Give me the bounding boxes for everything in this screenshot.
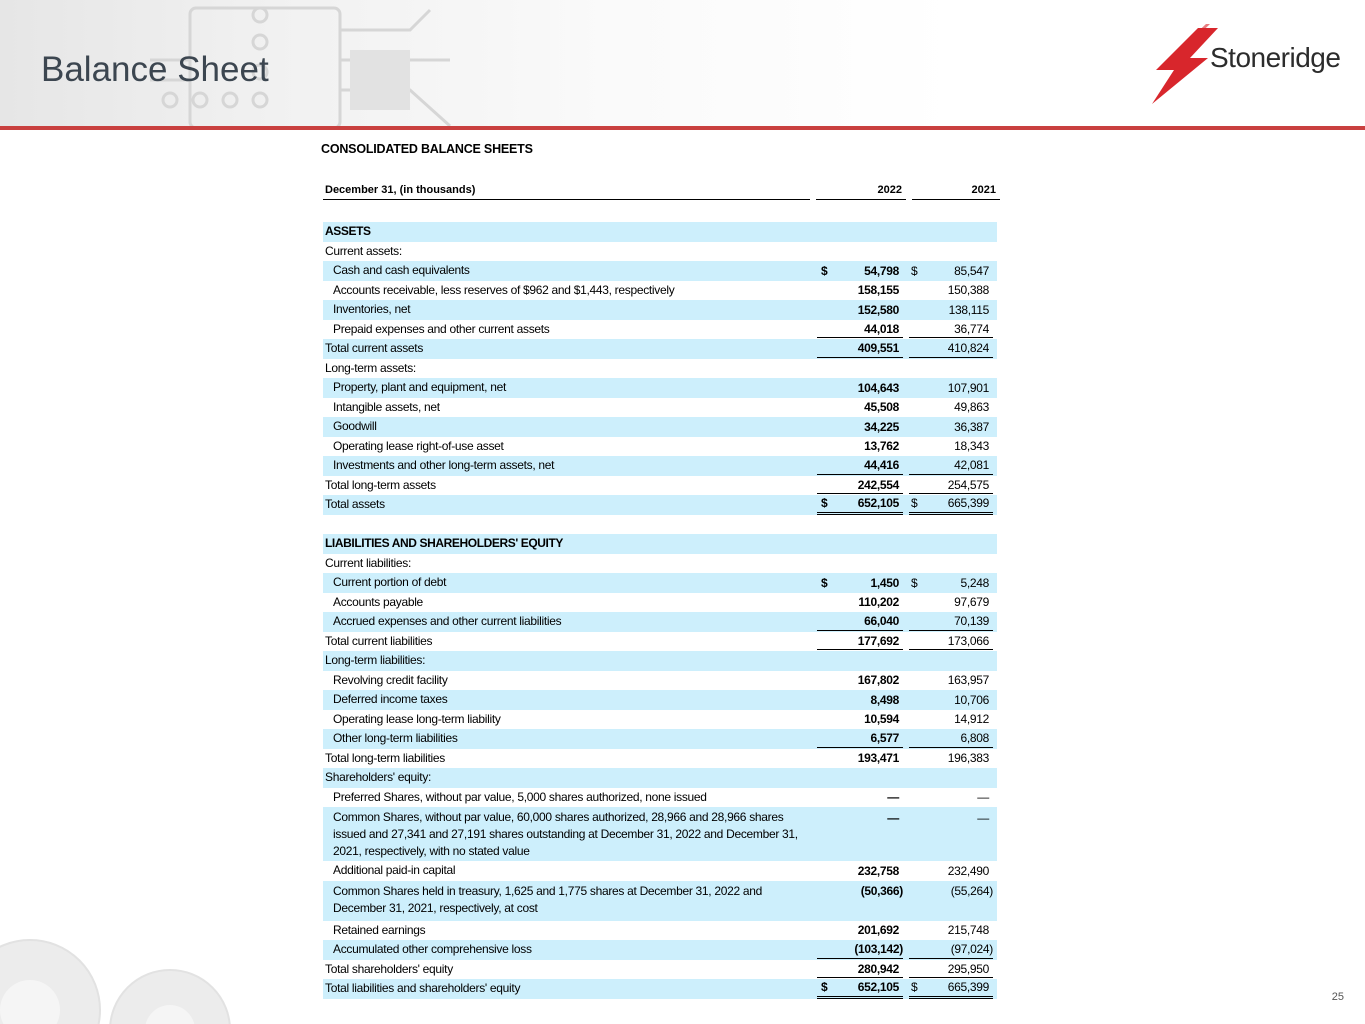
value-cell-2022 xyxy=(817,457,903,475)
value-cell-2022 xyxy=(817,320,903,338)
row-label: Inventories, net xyxy=(333,302,411,317)
table-row xyxy=(323,671,997,691)
value-cell-2022 xyxy=(817,594,903,611)
value-cell-2022 xyxy=(817,282,903,299)
column-header-2021: 2021 xyxy=(912,184,1000,200)
value-cell-2021 xyxy=(909,418,993,435)
table-row xyxy=(323,242,997,262)
amount: 70,139 xyxy=(954,614,989,629)
value-cell-2022 xyxy=(817,301,903,318)
table-row xyxy=(323,768,997,788)
amount: 138,115 xyxy=(948,302,989,317)
value-cell-2021 xyxy=(909,476,993,494)
row-label: Intangible assets, net xyxy=(333,399,440,414)
row-label: Property, plant and equipment, net xyxy=(333,380,507,395)
value-cell-2021 xyxy=(909,613,993,631)
row-label: Operating lease right-of-use asset xyxy=(333,438,504,453)
value-cell-2022 xyxy=(817,418,903,435)
amount: 6,577 xyxy=(870,731,899,746)
currency-symbol: $ xyxy=(911,980,918,995)
value-cell-2021 xyxy=(909,862,993,879)
column-header-row xyxy=(321,170,1001,200)
amount: (55,264) xyxy=(950,884,993,898)
amount: (50,366) xyxy=(860,884,903,898)
row-label: Current assets: xyxy=(325,243,402,258)
row-label: Total liabilities and shareholders' equity xyxy=(325,981,521,996)
amount: 665,399 xyxy=(947,496,989,511)
value-cell-2021 xyxy=(909,941,993,959)
row-label: Accounts receivable, less reserves of $962 and $1,443, respectively xyxy=(333,282,675,297)
amount: 10,706 xyxy=(954,692,989,707)
value-cell-2021 xyxy=(909,691,993,708)
table-row xyxy=(323,807,997,861)
value-cell-2021 xyxy=(909,769,993,786)
row-label: Total long-term liabilities xyxy=(325,750,445,765)
table-row xyxy=(323,729,997,749)
amount: 280,942 xyxy=(857,961,899,976)
value-cell-2022 xyxy=(817,960,903,978)
row-label: Total shareholders' equity xyxy=(325,961,453,976)
table-row xyxy=(323,339,997,359)
amount: 201,692 xyxy=(857,923,899,938)
table-row xyxy=(323,359,997,379)
currency-symbol: $ xyxy=(821,980,828,995)
amount: 163,957 xyxy=(947,673,989,688)
column-header-2022: 2022 xyxy=(816,184,906,200)
value-cell-2021 xyxy=(909,883,993,900)
table-row xyxy=(323,749,997,769)
amount: (97,024) xyxy=(950,942,993,957)
amount: 18,343 xyxy=(954,439,989,454)
table-row xyxy=(323,378,997,398)
amount: 97,679 xyxy=(954,595,989,610)
amount: 45,508 xyxy=(864,400,899,415)
amount: 193,471 xyxy=(857,751,899,766)
header-spacer xyxy=(321,200,1001,222)
value-cell-2022 xyxy=(817,360,903,377)
table-row xyxy=(323,960,997,980)
amount: 14,912 xyxy=(954,712,989,727)
value-cell-2022 xyxy=(817,243,903,260)
value-cell-2021 xyxy=(909,574,993,591)
value-cell-2021 xyxy=(909,379,993,396)
value-cell-2022 xyxy=(817,883,903,900)
value-cell-2021 xyxy=(909,301,993,318)
gear-decoration xyxy=(0,860,340,1024)
amount: 36,387 xyxy=(954,419,989,434)
amount: — xyxy=(977,790,989,805)
value-cell-2022 xyxy=(817,340,903,358)
amount: 196,383 xyxy=(947,751,989,766)
value-cell-2021 xyxy=(909,730,993,748)
row-label: Goodwill xyxy=(333,419,377,434)
value-cell-2021 xyxy=(909,672,993,689)
table-row xyxy=(323,300,997,320)
value-cell-2022 xyxy=(817,979,903,999)
amount: 254,575 xyxy=(947,477,989,492)
value-cell-2022 xyxy=(817,769,903,786)
currency-symbol: $ xyxy=(821,263,828,278)
value-cell-2022 xyxy=(817,922,903,939)
amount: — xyxy=(887,790,899,805)
row-label: Cash and cash equivalents xyxy=(333,263,470,278)
balance-sheet-table xyxy=(321,138,1001,999)
currency-symbol: $ xyxy=(911,496,918,511)
amount: 173,066 xyxy=(947,633,989,648)
row-label: LIABILITIES AND SHAREHOLDERS' EQUITY xyxy=(325,536,564,551)
table-row xyxy=(323,881,997,921)
row-label: Revolving credit facility xyxy=(333,672,448,687)
amount: 66,040 xyxy=(864,614,899,629)
value-cell-2022 xyxy=(817,672,903,689)
row-label: Accrued expenses and other current liabilities xyxy=(333,614,562,629)
amount: 85,547 xyxy=(954,263,989,278)
table-row xyxy=(323,788,997,808)
logo-wordmark: Stoneridge xyxy=(1210,42,1341,73)
amount: 410,824 xyxy=(947,341,989,356)
table-row xyxy=(323,921,997,941)
value-cell-2022 xyxy=(817,862,903,879)
row-label: Total current liabilities xyxy=(325,633,433,648)
table-row xyxy=(323,554,997,574)
amount: — xyxy=(887,810,899,825)
amount: 13,762 xyxy=(864,439,899,454)
value-cell-2022 xyxy=(817,730,903,748)
row-label: Preferred Shares, without par value, 5,000 shares authorized, none issued xyxy=(333,789,707,804)
amount: 215,748 xyxy=(947,923,989,938)
table-row xyxy=(323,398,997,418)
value-cell-2021 xyxy=(909,789,993,806)
row-label: Current portion of debt xyxy=(333,575,447,590)
value-cell-2021 xyxy=(909,340,993,358)
amount: 104,643 xyxy=(857,380,899,395)
value-cell-2021 xyxy=(909,360,993,377)
table-row xyxy=(323,456,997,476)
table-row xyxy=(323,940,997,960)
value-cell-2021 xyxy=(909,282,993,299)
value-cell-2021 xyxy=(909,632,993,650)
amount: 8,498 xyxy=(870,692,899,707)
amount: 34,225 xyxy=(864,419,899,434)
page-title: Balance Sheet xyxy=(41,50,269,89)
value-cell-2022 xyxy=(817,652,903,669)
amount: 232,490 xyxy=(947,863,989,878)
sheet-title: CONSOLIDATED BALANCE SHEETS xyxy=(321,142,533,156)
value-cell-2022 xyxy=(817,613,903,631)
table-row xyxy=(323,534,997,554)
table-row xyxy=(323,320,997,340)
value-cell-2022 xyxy=(817,750,903,767)
table-row xyxy=(323,861,997,881)
table-row xyxy=(323,261,997,281)
currency-symbol: $ xyxy=(821,496,828,511)
value-cell-2021 xyxy=(909,922,993,939)
value-cell-2021 xyxy=(909,711,993,728)
table-row xyxy=(323,651,997,671)
value-cell-2022 xyxy=(817,379,903,396)
row-label: Common Shares, without par value, 60,000 shares authorized, 28,966 and 28,966 shares issued and 27,341 and 27,191 shares outstanding at December 31, 2022 and December 31, 2021, respectively, with no stated value xyxy=(333,810,798,858)
amount: 1,450 xyxy=(870,575,899,590)
value-cell-2022 xyxy=(817,495,903,515)
currency-symbol: $ xyxy=(911,575,918,590)
value-cell-2021 xyxy=(909,555,993,572)
amount: 54,798 xyxy=(864,263,899,278)
table-row xyxy=(323,593,997,613)
header-divider xyxy=(0,126,1365,130)
amount: (103,142) xyxy=(854,942,903,957)
column-header-label: December 31, (in thousands) xyxy=(323,184,810,200)
value-cell-2022 xyxy=(817,789,903,806)
amount: — xyxy=(977,810,989,825)
value-cell-2022 xyxy=(817,941,903,959)
table-row xyxy=(323,495,997,515)
value-cell-2022 xyxy=(817,438,903,455)
amount: 242,554 xyxy=(857,477,899,492)
row-label: Operating lease long-term liability xyxy=(333,711,501,726)
value-cell-2022 xyxy=(817,555,903,572)
amount: 44,018 xyxy=(864,321,899,336)
value-cell-2021 xyxy=(909,750,993,767)
value-cell-2022 xyxy=(817,476,903,494)
amount: 158,155 xyxy=(857,283,899,298)
row-label: Other long-term liabilities xyxy=(333,731,458,746)
amount: 665,399 xyxy=(947,980,989,995)
amount: 232,758 xyxy=(857,863,899,878)
amount: 44,416 xyxy=(864,458,899,473)
stoneridge-logo[interactable] xyxy=(1148,24,1348,106)
row-label: Additional paid-in capital xyxy=(333,863,456,878)
row-label: Common Shares held in treasury, 1,625 and 1,775 shares at December 31, 2022 and December 31, 2021, respectively, at cost xyxy=(333,883,763,915)
table-row xyxy=(323,573,997,593)
row-label: Long-term assets: xyxy=(325,360,416,375)
currency-symbol: $ xyxy=(821,575,828,590)
amount: 409,551 xyxy=(857,341,899,356)
amount: 110,202 xyxy=(858,595,899,610)
amount: 167,802 xyxy=(857,673,899,688)
table-row xyxy=(323,476,997,496)
table-row xyxy=(323,222,997,242)
table-row xyxy=(323,690,997,710)
value-cell-2021 xyxy=(909,979,993,999)
row-label: Investments and other long-term assets, net xyxy=(333,458,555,473)
row-label: Shareholders' equity: xyxy=(325,770,432,785)
value-cell-2021 xyxy=(909,320,993,338)
value-cell-2022 xyxy=(817,632,903,650)
amount: 36,774 xyxy=(954,321,989,336)
value-cell-2022 xyxy=(817,809,903,826)
value-cell-2021 xyxy=(909,438,993,455)
value-cell-2021 xyxy=(909,399,993,416)
table-row xyxy=(323,417,997,437)
amount: 177,692 xyxy=(857,633,899,648)
row-label: Retained earnings xyxy=(333,922,426,937)
value-cell-2021 xyxy=(909,262,993,279)
value-cell-2021 xyxy=(909,457,993,475)
row-label: Long-term liabilities: xyxy=(325,653,426,668)
value-cell-2022 xyxy=(817,399,903,416)
value-cell-2022 xyxy=(817,711,903,728)
table-rows xyxy=(321,222,1001,999)
value-cell-2022 xyxy=(817,262,903,279)
value-cell-2021 xyxy=(909,960,993,978)
amount: 652,105 xyxy=(857,496,899,511)
value-cell-2021 xyxy=(909,243,993,260)
row-label: Current liabilities: xyxy=(325,555,412,570)
table-row xyxy=(323,632,997,652)
amount: 152,580 xyxy=(857,302,899,317)
value-cell-2021 xyxy=(909,594,993,611)
row-label: Total long-term assets xyxy=(325,477,436,492)
row-label: ASSETS xyxy=(325,224,371,239)
amount: 652,105 xyxy=(857,980,899,995)
amount: 5,248 xyxy=(960,575,989,590)
row-label: Accounts payable xyxy=(333,594,423,609)
value-cell-2022 xyxy=(817,574,903,591)
amount: 150,388 xyxy=(947,283,989,298)
page-number: 25 xyxy=(1331,991,1344,1003)
table-row xyxy=(323,612,997,632)
row-label: Total assets xyxy=(325,497,385,512)
amount: 10,594 xyxy=(864,712,899,727)
amount: 49,863 xyxy=(954,400,989,415)
table-row xyxy=(323,281,997,301)
value-cell-2021 xyxy=(909,495,993,515)
table-row xyxy=(323,437,997,457)
row-label: Deferred income taxes xyxy=(333,692,448,707)
row-label: Total current assets xyxy=(325,341,424,356)
amount: 107,901 xyxy=(947,380,989,395)
amount: 42,081 xyxy=(954,458,989,473)
table-row xyxy=(323,515,997,535)
row-label: Accumulated other comprehensive loss xyxy=(333,942,532,957)
table-row xyxy=(323,710,997,730)
value-cell-2021 xyxy=(909,652,993,669)
table-row xyxy=(323,979,997,999)
amount: 295,950 xyxy=(947,961,989,976)
value-cell-2022 xyxy=(817,691,903,708)
amount: 6,808 xyxy=(960,731,989,746)
value-cell-2021 xyxy=(909,809,993,826)
row-label: Prepaid expenses and other current assets xyxy=(333,321,550,336)
currency-symbol: $ xyxy=(911,263,918,278)
